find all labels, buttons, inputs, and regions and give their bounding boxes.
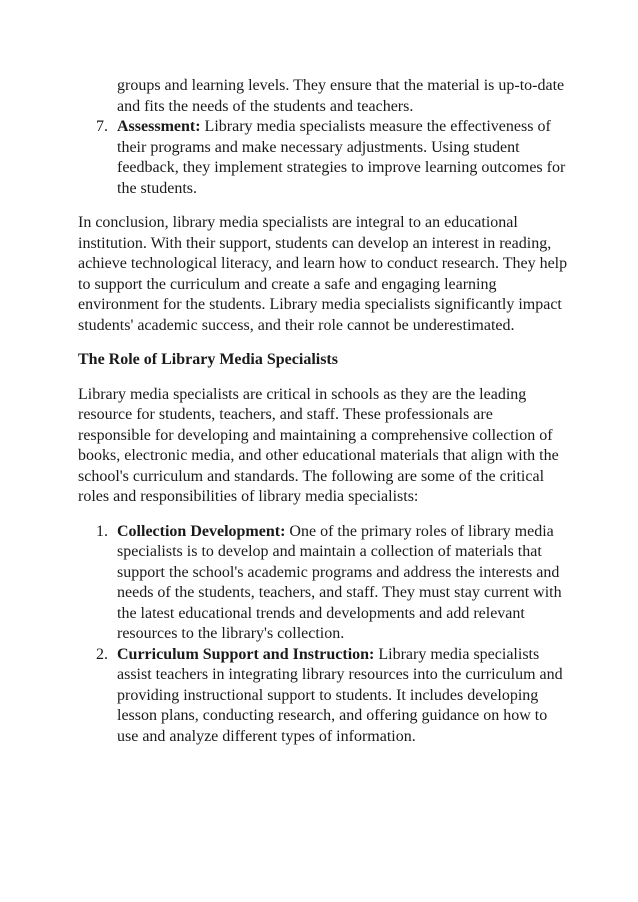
list-item-number: 1. bbox=[96, 522, 108, 540]
list-item-number: 2. bbox=[96, 645, 108, 663]
list-item-assessment bbox=[78, 117, 568, 199]
top-numbered-list bbox=[78, 76, 568, 199]
section-heading: The Role of Library Media Specialists bbox=[78, 351, 338, 368]
list-item-curriculum-support bbox=[78, 645, 568, 748]
list-item-term: Assessment: bbox=[117, 118, 201, 135]
list-item-term: Curriculum Support and Instruction: bbox=[117, 645, 375, 663]
list-item-text: groups and learning levels. They ensure that the material is up-to-date and fits the needs of the students and teachers. bbox=[117, 77, 565, 115]
list-item-text: One of the primary roles of library media specialists is to develop and maintain a collection of materials that support the school's academic programs and address the interests and needs of the students, teachers, and staff. They must stay current with the latest educational trends and developments and add relevant resources to the library's collection. bbox=[117, 522, 562, 642]
list-item-collection-development bbox=[78, 522, 568, 645]
list-item-term: Collection Development: bbox=[117, 522, 286, 540]
document-page bbox=[78, 76, 568, 747]
list-item-text: Library media specialists assist teachers in integrating library resources into the curriculum and providing instructional support to students. It includes developing lesson plans, conducting research, and offering guidance on how to use and analyze different types of information. bbox=[117, 645, 563, 745]
list-item-number: 7. bbox=[96, 118, 108, 135]
roles-numbered-list bbox=[78, 522, 568, 748]
list-item-text: Library media specialists measure the effectiveness of their programs and make necessary adjustments. Using student feedback, they implement strategies to improve learning outcomes for the students. bbox=[117, 118, 566, 197]
conclusion-paragraph: In conclusion, library media specialists are integral to an educational institution. With their support, students can develop an interest in reading, achieve technological literacy, and learn how to conduct research. They help to support the curriculum and create a safe and engaging learning environment for the students. Library media specialists significantly impact students' academic success, and their role cannot be underestimated. bbox=[78, 214, 568, 334]
intro-paragraph: Library media specialists are critical in schools as they are the leading resource for students, teachers, and staff. These professionals are responsible for developing and maintaining a comprehensive collection of books, electronic media, and other educational materials that align with the school's curriculum and standards. The following are some of the critical roles and responsibilities of library media specialists: bbox=[78, 385, 559, 505]
list-item-continuation bbox=[78, 76, 568, 117]
